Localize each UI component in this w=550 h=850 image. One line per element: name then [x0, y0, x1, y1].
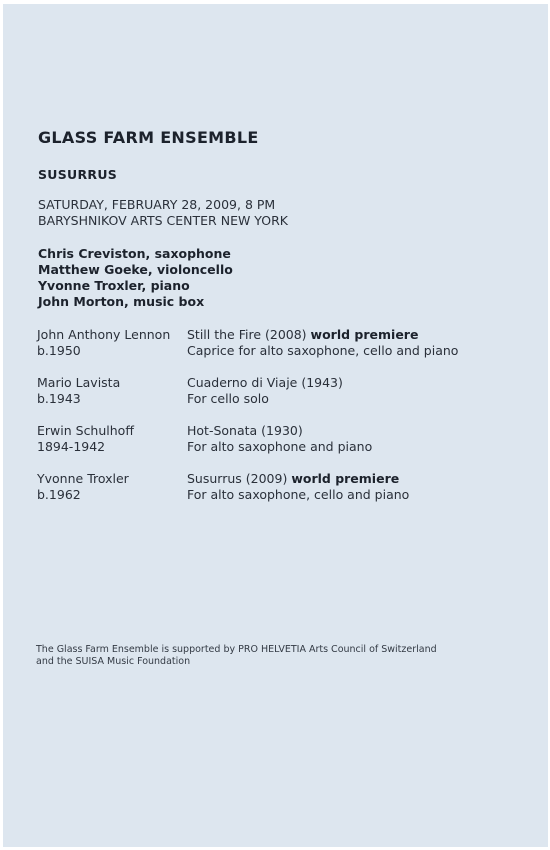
sponsor-note-line2: and the SUISA Music Foundation	[36, 656, 191, 667]
composer-name: John Anthony Lennon	[37, 327, 171, 342]
work-title-line	[187, 327, 418, 343]
concert-date: SATURDAY, FEBRUARY 28, 2009, 8 PM	[38, 197, 276, 212]
premiere-label: world premiere	[310, 327, 419, 342]
composer-name: Mario Lavista	[37, 375, 121, 390]
performer: John Morton, music box	[38, 294, 205, 309]
composer-dates: b.1943	[37, 391, 81, 406]
work-title: Still the Fire (2008)	[187, 327, 307, 342]
premiere-label: world premiere	[291, 471, 400, 486]
work-title: Hot-Sonata (1930)	[187, 423, 303, 438]
ensemble-name: GLASS FARM ENSEMBLE	[38, 128, 259, 147]
performer: Matthew Goeke, violoncello	[38, 262, 233, 277]
work-title: Susurrus (2009)	[187, 471, 288, 486]
work-instrumentation: For alto saxophone and piano	[187, 439, 373, 454]
composer-dates: b.1962	[37, 487, 81, 502]
composer-dates: b.1950	[37, 343, 81, 358]
program-page	[3, 4, 548, 847]
concert-venue: BARYSHNIKOV ARTS CENTER NEW YORK	[38, 213, 288, 228]
concert-title: SUSURRUS	[38, 167, 118, 182]
composer-name: Yvonne Troxler	[37, 471, 129, 486]
work-instrumentation: For cello solo	[187, 391, 269, 406]
composer-dates: 1894-1942	[37, 439, 106, 454]
performer: Yvonne Troxler, piano	[38, 278, 190, 293]
composer-name: Erwin Schulhoff	[37, 423, 134, 438]
performer: Chris Creviston, saxophone	[38, 246, 231, 261]
work-title-line	[187, 471, 399, 487]
work-title: Cuaderno di Viaje (1943)	[187, 375, 343, 390]
work-instrumentation: For alto saxophone, cello and piano	[187, 487, 410, 502]
sponsor-note-line1: The Glass Farm Ensemble is supported by PRO HELVETIA Arts Council of Switzerland	[36, 644, 437, 655]
work-instrumentation: Caprice for alto saxophone, cello and piano	[187, 343, 459, 358]
